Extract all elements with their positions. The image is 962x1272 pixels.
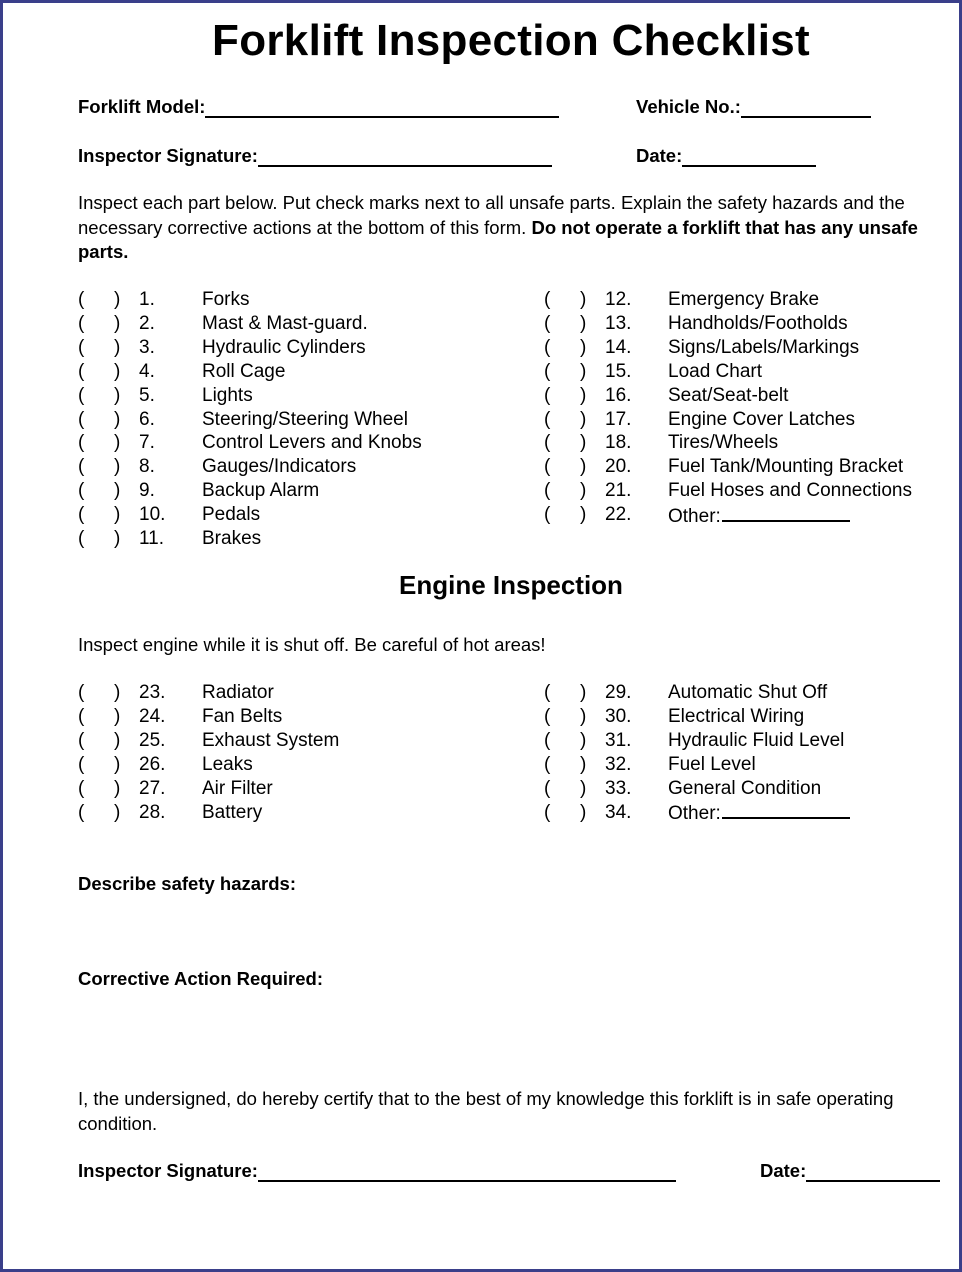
checkbox-open[interactable]: ( <box>78 456 85 478</box>
item-label-wrap <box>202 504 260 526</box>
other-line[interactable] <box>722 800 850 819</box>
checklist-item[interactable] <box>544 729 944 753</box>
item-label-wrap <box>202 682 274 704</box>
item-number: 29. <box>605 682 632 703</box>
page-title: Forklift Inspection Checklist <box>212 16 810 65</box>
item-label-wrap <box>202 480 319 502</box>
item-label-wrap <box>202 730 339 752</box>
item-number: 28. <box>139 801 166 823</box>
checklist-item[interactable] <box>544 431 944 455</box>
checkbox-open[interactable]: ( <box>544 384 551 406</box>
checkbox-close[interactable]: ) <box>580 753 587 775</box>
checkbox-open[interactable]: ( <box>78 504 85 526</box>
item-number: 17. <box>605 408 632 430</box>
item-label: Steering/Steering Wheel <box>202 408 408 430</box>
item-number: 15. <box>605 360 632 382</box>
item-number: 2. <box>139 312 155 334</box>
checkbox-open[interactable]: ( <box>78 312 85 334</box>
item-number: 26. <box>139 753 166 775</box>
checkbox-open[interactable]: ( <box>544 312 551 334</box>
checkbox-open[interactable]: ( <box>78 289 85 310</box>
item-label: Engine Cover Latches <box>668 408 855 430</box>
checklist-item[interactable] <box>78 336 478 360</box>
other-line[interactable] <box>722 503 850 522</box>
item-number: 18. <box>605 432 632 454</box>
item-label-wrap <box>202 361 285 383</box>
forklift-model-field[interactable] <box>78 96 559 118</box>
checklist-item[interactable] <box>544 705 944 729</box>
date-line[interactable] <box>682 145 816 167</box>
item-label-wrap <box>202 432 422 454</box>
checklist-item[interactable] <box>78 360 478 384</box>
item-label: Signs/Labels/Markings <box>668 336 860 358</box>
instructions-paragraph <box>78 191 948 265</box>
footer-signature-label: Inspector Signature: <box>78 1160 258 1181</box>
item-number: 21. <box>605 480 632 502</box>
item-label: Tires/Wheels <box>668 432 779 454</box>
checklist-item[interactable] <box>78 455 478 479</box>
checkbox-open[interactable]: ( <box>544 432 551 454</box>
item-label: Fuel Level <box>668 753 756 775</box>
checkbox-close[interactable]: ) <box>580 480 587 502</box>
item-label-wrap <box>668 800 850 825</box>
checkbox-close[interactable]: ) <box>114 528 121 549</box>
checklist-item[interactable] <box>78 801 478 825</box>
checkbox-open[interactable]: ( <box>544 336 551 358</box>
checkbox-close[interactable]: ) <box>114 456 121 478</box>
checkbox-close[interactable]: ) <box>114 336 121 358</box>
checkbox-open[interactable]: ( <box>544 729 551 751</box>
checklist-item[interactable] <box>78 681 478 705</box>
checklist-item[interactable] <box>78 479 478 503</box>
checkbox-close[interactable]: ) <box>114 360 121 382</box>
item-label: Control Levers and Knobs <box>202 432 422 454</box>
item-number: 25. <box>139 729 166 751</box>
item-label: Mast & Mast-guard. <box>202 312 368 334</box>
checklist-item[interactable] <box>78 503 478 527</box>
item-number: 22. <box>605 504 632 526</box>
hazards-label: Describe safety hazards: <box>78 873 296 894</box>
item-label: Exhaust System <box>202 729 340 751</box>
item-label: Gauges/Indicators <box>202 456 357 478</box>
item-label-wrap <box>202 528 261 550</box>
item-label-wrap <box>668 682 827 704</box>
checklist-item[interactable] <box>78 431 478 455</box>
checkbox-open[interactable]: ( <box>78 360 85 382</box>
item-label: Fan Belts <box>202 705 283 727</box>
checkbox-open[interactable]: ( <box>544 777 551 799</box>
item-label: Air Filter <box>202 777 273 799</box>
checklist-item[interactable] <box>544 408 944 432</box>
checklist-item[interactable] <box>544 360 944 384</box>
checkbox-open[interactable]: ( <box>544 801 551 823</box>
item-label-wrap <box>202 337 366 359</box>
item-label: Roll Cage <box>202 360 286 382</box>
item-label: Pedals <box>202 504 261 526</box>
item-label-wrap <box>668 313 848 335</box>
item-label-wrap <box>668 730 844 752</box>
checkbox-open[interactable]: ( <box>544 705 551 727</box>
item-label: Electrical Wiring <box>668 705 805 727</box>
forklift-model-label: Forklift Model: <box>78 96 206 117</box>
checkbox-close[interactable]: ) <box>580 384 587 406</box>
item-number: 20. <box>605 456 632 478</box>
item-number: 34. <box>605 801 632 823</box>
item-number: 7. <box>139 432 155 454</box>
item-label-wrap <box>668 754 756 776</box>
item-label-wrap <box>668 456 903 478</box>
checklist-item[interactable] <box>544 288 944 312</box>
footer-signature-line[interactable] <box>258 1160 676 1182</box>
instructions-warning: Do not operate a forklift that has any unsafe parts. <box>78 216 918 262</box>
checkbox-open[interactable]: ( <box>78 682 85 703</box>
checkbox-close[interactable]: ) <box>114 777 121 799</box>
certification-statement: I, the undersigned, do hereby certify that to the best of my knowledge this forklift is in safe operating condition. <box>78 1088 894 1134</box>
checkbox-open[interactable]: ( <box>78 384 85 406</box>
footer-date-line[interactable] <box>806 1160 940 1182</box>
item-label-wrap <box>202 778 273 800</box>
item-label: Load Chart <box>668 360 763 382</box>
item-label-wrap <box>202 385 253 407</box>
checklist-item[interactable] <box>544 336 944 360</box>
checklist-item[interactable] <box>78 312 478 336</box>
item-label: Forks <box>202 289 250 310</box>
checkbox-close[interactable]: ) <box>580 456 587 478</box>
item-label-wrap <box>668 385 788 407</box>
checkbox-close[interactable]: ) <box>114 682 121 703</box>
footer-date-label: Date: <box>760 1160 807 1181</box>
checklist-item[interactable] <box>544 479 944 503</box>
checklist-item[interactable] <box>544 801 944 825</box>
checkbox-open[interactable]: ( <box>78 528 85 549</box>
item-number: 32. <box>605 753 632 775</box>
checkbox-open[interactable]: ( <box>78 729 85 751</box>
item-number: 30. <box>605 705 632 727</box>
item-number: 8. <box>139 456 155 478</box>
checklist-item[interactable] <box>544 777 944 801</box>
date-label: Date: <box>636 145 683 166</box>
item-label-wrap <box>202 706 282 728</box>
engine-section-title: Engine Inspection <box>399 570 623 600</box>
checklist-item[interactable] <box>544 455 944 479</box>
inspector-signature-line[interactable] <box>258 145 552 167</box>
item-number: 11. <box>139 528 165 549</box>
item-label-wrap <box>668 778 821 800</box>
item-label: Emergency Brake <box>668 289 820 310</box>
checkbox-open[interactable]: ( <box>544 480 551 502</box>
checkbox-close[interactable]: ) <box>580 336 587 358</box>
item-label: Handholds/Footholds <box>668 312 848 334</box>
checkbox-close[interactable]: ) <box>580 682 587 703</box>
item-label-wrap <box>202 313 368 335</box>
checklist-item[interactable] <box>544 384 944 408</box>
item-label: Brakes <box>202 528 262 549</box>
checkbox-close[interactable]: ) <box>114 480 121 502</box>
checkbox-open[interactable]: ( <box>78 801 85 823</box>
vehicle-no-field[interactable] <box>636 96 871 118</box>
item-label-wrap <box>668 480 912 502</box>
item-number: 5. <box>139 384 155 406</box>
corrective-action-label: Corrective Action Required: <box>78 968 323 989</box>
item-number: 6. <box>139 408 155 430</box>
item-number: 16. <box>605 384 632 406</box>
checklist-item[interactable] <box>544 503 944 527</box>
item-label: Fuel Tank/Mounting Bracket <box>668 456 904 478</box>
checklist-item[interactable] <box>78 705 478 729</box>
item-label: Lights <box>202 384 253 406</box>
item-number: 31. <box>605 729 632 751</box>
item-label: Other: <box>668 505 721 527</box>
checkbox-close[interactable]: ) <box>580 360 587 382</box>
checkbox-close[interactable]: ) <box>114 408 121 430</box>
checklist-item[interactable] <box>78 384 478 408</box>
item-number: 1. <box>139 289 155 310</box>
checkbox-open[interactable]: ( <box>78 753 85 775</box>
item-label: Hydraulic Cylinders <box>202 336 366 358</box>
checklist-item[interactable] <box>544 753 944 777</box>
checkbox-close[interactable]: ) <box>114 753 121 775</box>
item-number: 10. <box>139 504 166 526</box>
checkbox-close[interactable]: ) <box>114 705 121 727</box>
vehicle-no-line[interactable] <box>741 96 871 118</box>
checkbox-open[interactable]: ( <box>78 777 85 799</box>
checkbox-close[interactable]: ) <box>114 384 121 406</box>
item-label: Automatic Shut Off <box>668 682 828 703</box>
item-label: Seat/Seat-belt <box>668 384 789 406</box>
item-number: 9. <box>139 480 155 502</box>
footer-date-field[interactable] <box>760 1160 940 1182</box>
checkbox-close[interactable]: ) <box>114 312 121 334</box>
item-label-wrap <box>668 361 762 383</box>
checkbox-close[interactable]: ) <box>580 801 587 823</box>
item-label: Hydraulic Fluid Level <box>668 729 845 751</box>
checkbox-open[interactable]: ( <box>544 408 551 430</box>
item-label-wrap <box>668 337 859 359</box>
item-label-wrap <box>668 289 819 311</box>
item-label-wrap <box>202 802 262 824</box>
checkbox-open[interactable]: ( <box>544 456 551 478</box>
checkbox-open[interactable]: ( <box>78 705 85 727</box>
item-number: 27. <box>139 777 166 799</box>
checklist-item[interactable] <box>78 777 478 801</box>
checkbox-close[interactable]: ) <box>580 289 587 310</box>
checklist-item[interactable] <box>78 288 478 312</box>
item-number: 23. <box>139 682 166 703</box>
item-number: 3. <box>139 336 155 358</box>
item-label-wrap <box>668 432 778 454</box>
engine-instruction: Inspect engine while it is shut off. Be careful of hot areas! <box>78 634 546 655</box>
checkbox-close[interactable]: ) <box>114 801 121 823</box>
checkbox-open[interactable]: ( <box>78 408 85 430</box>
item-label-wrap <box>202 289 250 311</box>
footer-signature-field[interactable] <box>78 1160 676 1182</box>
item-label: Battery <box>202 801 263 823</box>
item-label-wrap <box>202 409 408 431</box>
checkbox-open[interactable]: ( <box>78 480 85 502</box>
checklist-item[interactable] <box>78 729 478 753</box>
item-number: 24. <box>139 705 166 727</box>
checkbox-close[interactable]: ) <box>114 504 121 526</box>
checklist-item[interactable] <box>78 753 478 777</box>
inspector-signature-label: Inspector Signature: <box>78 145 258 166</box>
checklist-item[interactable] <box>544 312 944 336</box>
checkbox-open[interactable]: ( <box>544 289 551 310</box>
item-number: 33. <box>605 777 632 799</box>
checkbox-close[interactable]: ) <box>580 432 587 454</box>
item-number: 13. <box>605 312 632 334</box>
checklist-item[interactable] <box>78 527 478 551</box>
checkbox-open[interactable]: ( <box>78 432 85 454</box>
item-label-wrap <box>668 706 804 728</box>
checkbox-open[interactable]: ( <box>544 753 551 775</box>
checkbox-close[interactable]: ) <box>580 408 587 430</box>
item-label-wrap <box>668 503 850 528</box>
item-label-wrap <box>202 456 356 478</box>
checkbox-open[interactable]: ( <box>544 504 551 526</box>
item-number: 14. <box>605 336 632 358</box>
checkbox-open[interactable]: ( <box>78 336 85 358</box>
checklist-item[interactable] <box>544 681 944 705</box>
inspector-signature-field[interactable] <box>78 145 552 167</box>
checklist-item[interactable] <box>78 408 478 432</box>
checkbox-close[interactable]: ) <box>114 729 121 751</box>
checkbox-close[interactable]: ) <box>114 289 121 310</box>
forklift-model-line[interactable] <box>205 96 559 118</box>
item-label-wrap <box>202 754 253 776</box>
checkbox-close[interactable]: ) <box>580 504 587 526</box>
checkbox-open[interactable]: ( <box>544 682 551 703</box>
checkbox-close[interactable]: ) <box>580 777 587 799</box>
item-label: Leaks <box>202 753 253 775</box>
instructions-text: Inspect each part below. Put check marks next to all unsafe parts. Explain the safety hazards and the necessary corrective actions at the bottom of this form. <box>78 192 905 238</box>
item-label: Backup Alarm <box>202 480 320 502</box>
item-label: Radiator <box>202 682 274 703</box>
vehicle-no-label: Vehicle No.: <box>636 96 741 117</box>
checkbox-close[interactable]: ) <box>580 729 587 751</box>
date-field[interactable] <box>636 145 816 167</box>
checkbox-open[interactable]: ( <box>544 360 551 382</box>
item-number: 12. <box>605 289 632 310</box>
item-label: General Condition <box>668 777 822 799</box>
item-label-wrap <box>668 409 855 431</box>
checkbox-close[interactable]: ) <box>114 432 121 454</box>
checkbox-close[interactable]: ) <box>580 705 587 727</box>
item-number: 4. <box>139 360 155 382</box>
item-label: Other: <box>668 803 721 824</box>
checkbox-close[interactable]: ) <box>580 312 587 334</box>
item-label: Fuel Hoses and Connections <box>668 480 912 502</box>
